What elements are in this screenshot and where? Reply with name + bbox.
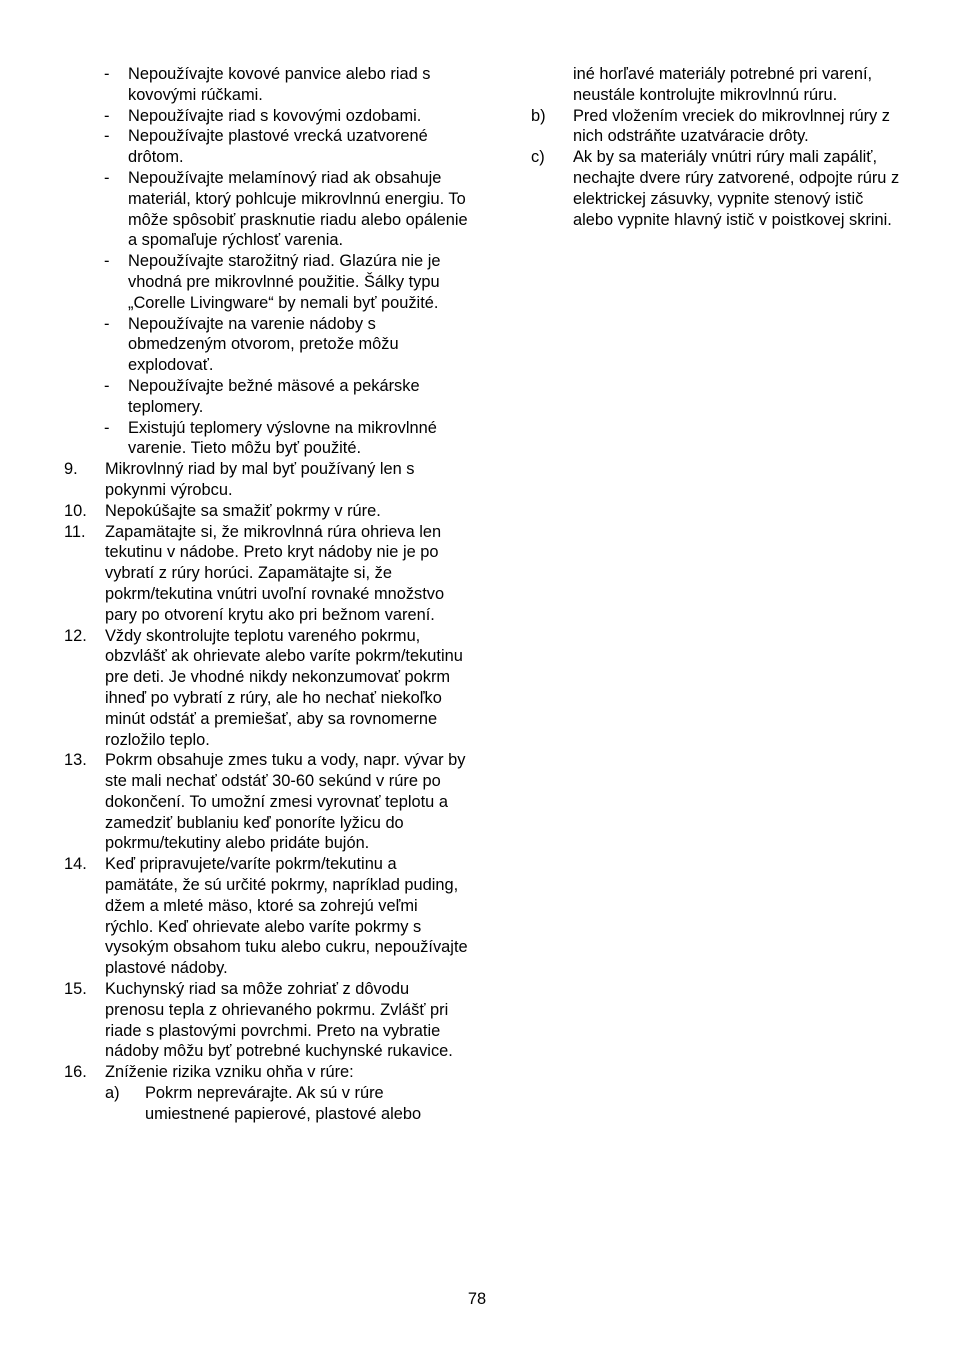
sub-item-marker: a) bbox=[105, 1084, 120, 1103]
item-number: 14. bbox=[64, 855, 87, 874]
list-item bbox=[64, 64, 469, 106]
numbered-item-text: Nepokúšajte sa smažiť pokrmy v rúre. bbox=[105, 501, 381, 520]
numbered-item bbox=[64, 750, 469, 854]
numbered-item-text: Kuchynský riad sa môže zohriať z dôvodu prenosu tepla z ohrievaného pokrmu. Zvlášť pri riade s plastovými povrchmi. Preto na vybratie nádoby môžu byť potrebné kuchynské rukavice. bbox=[105, 980, 453, 1061]
numbered-item bbox=[64, 1062, 469, 1083]
list-item bbox=[64, 126, 469, 168]
list-item bbox=[64, 418, 469, 460]
right-column bbox=[531, 64, 901, 230]
list-item bbox=[64, 314, 469, 376]
item-number: 10. bbox=[64, 501, 87, 520]
sub-item bbox=[64, 1083, 469, 1125]
numbered-item-text: Pokrm obsahuje zmes tuku a vody, napr. vývar by ste mali nechať odstáť 30-60 sekúnd v rúre po dokončení. To umožní zmesi vyrovnať teplotu a zamedziť bublaniu keď ponoríte lyžicu do pokrmu/tekutiny alebo pridáte bujón. bbox=[105, 751, 466, 853]
numbered-item bbox=[64, 459, 469, 501]
item-number: 11. bbox=[64, 522, 86, 541]
dash-marker: - bbox=[104, 418, 110, 437]
numbered-item bbox=[64, 501, 469, 522]
sub-item-text: Ak by sa materiály vnútri rúry mali zapáliť, nechajte dvere rúry zatvorené, odpojte rúru z elektrickej zásuvky, vypnite stenový istič alebo vypnite hlavný istič v poistkovej skrini. bbox=[573, 148, 900, 229]
numbered-item-text: Mikrovlnný riad by mal byť používaný len s pokynmi výrobcu. bbox=[105, 460, 415, 499]
numbered-item-text: Zníženie rizika vzniku ohňa v rúre: bbox=[105, 1063, 354, 1082]
sub-item-text: Pokrm neprevárajte. Ak sú v rúre umiestnené papierové, plastové alebo bbox=[145, 1084, 422, 1123]
item-number: 15. bbox=[64, 980, 87, 999]
list-item-text: Nepoužívajte melamínový riad ak obsahuje materiál, ktorý pohlcuje mikrovlnnú energiu. To môže spôsobiť prasknutie riadu alebo opálenie a spomaľuje rýchlosť varenia. bbox=[128, 168, 468, 250]
item-number: 12. bbox=[64, 626, 87, 645]
numbered-item bbox=[64, 854, 469, 979]
dash-marker: - bbox=[104, 314, 110, 333]
numbered-item bbox=[64, 522, 469, 626]
sub-item bbox=[531, 147, 901, 230]
sub-item bbox=[531, 106, 901, 148]
list-item-text: Existujú teplomery výslovne na mikrovlnné varenie. Tieto môžu byť použité. bbox=[128, 418, 437, 458]
page-number: 78 bbox=[467, 1290, 487, 1308]
item-number: 9. bbox=[64, 460, 78, 479]
sub-item-continuation: iné horľavé materiály potrebné pri varení, neustále kontrolujte mikrovlnnú rúru. bbox=[573, 65, 873, 104]
left-column bbox=[64, 64, 469, 1125]
list-item-text: Nepoužívajte bežné mäsové a pekárske teplomery. bbox=[128, 376, 420, 416]
item-number: 16. bbox=[64, 1063, 87, 1082]
list-item-text: Nepoužívajte plastové vrecká uzatvorené drôtom. bbox=[128, 127, 428, 167]
dash-marker: - bbox=[104, 376, 110, 395]
dash-marker: - bbox=[104, 252, 110, 271]
sub-item-marker: b) bbox=[531, 106, 546, 125]
sub-item-marker: c) bbox=[531, 148, 545, 167]
list-item bbox=[64, 106, 469, 127]
numbered-item-text: Keď pripravujete/varíte pokrm/tekutinu a pamätáte, že sú určité pokrmy, napríklad puding, džem a mleté mäso, ktoré sa zohrejú veľmi rýchlo. Keď ohrievate alebo varíte pokrmy s vysokým obsahom tuku alebo cukru, nepoužívajte plastové nádoby. bbox=[105, 855, 468, 978]
item-number: 13. bbox=[64, 751, 87, 770]
dash-marker: - bbox=[104, 127, 110, 146]
list-item-text: Nepoužívajte starožitný riad. Glazúra nie je vhodná pre mikrovlnné použitie. Šálky typu „Corelle Livingware“ by nemali byť použité. bbox=[128, 252, 441, 312]
list-item bbox=[64, 251, 469, 313]
numbered-item bbox=[64, 626, 469, 751]
list-item-text: Nepoužívajte riad s kovovými ozdobami. bbox=[128, 106, 422, 125]
dash-marker: - bbox=[104, 106, 110, 125]
numbered-item-text: Zapamätajte si, že mikrovlnná rúra ohrieva len tekutinu v nádobe. Preto kryt nádoby nie je po vybratí z rúry horúci. Zapamätajte si, že pokrm/tekutina vnútri uvoľní rovnaké množstvo pary po otvorení krytu ako pri bežnom varení. bbox=[105, 522, 445, 624]
list-item bbox=[64, 168, 469, 251]
numbered-item bbox=[64, 979, 469, 1062]
dash-marker: - bbox=[104, 65, 110, 83]
list-item-text: Nepoužívajte kovové panvice alebo riad s kovovými rúčkami. bbox=[128, 65, 431, 104]
list-item-text: Nepoužívajte na varenie nádoby s obmedzeným otvorom, pretože môžu explodovať. bbox=[128, 314, 399, 375]
numbered-item-text: Vždy skontrolujte teplotu vareného pokrmu, obzvlášť ak ohrievate alebo varíte pokrm/tekutinu pre deti. Je vhodné nikdy nekonzumovať pokrm ihneď po vybratí z rúry, ale ho nechať niekoľko minút odstáť a premiešať, aby sa rovnomerne rozložilo teplo. bbox=[105, 626, 463, 749]
list-item bbox=[64, 376, 469, 418]
sub-item-text: Pred vložením vreciek do mikrovlnnej rúry z nich odstráňte uzatváracie drôty. bbox=[573, 106, 890, 146]
dash-marker: - bbox=[104, 168, 110, 187]
